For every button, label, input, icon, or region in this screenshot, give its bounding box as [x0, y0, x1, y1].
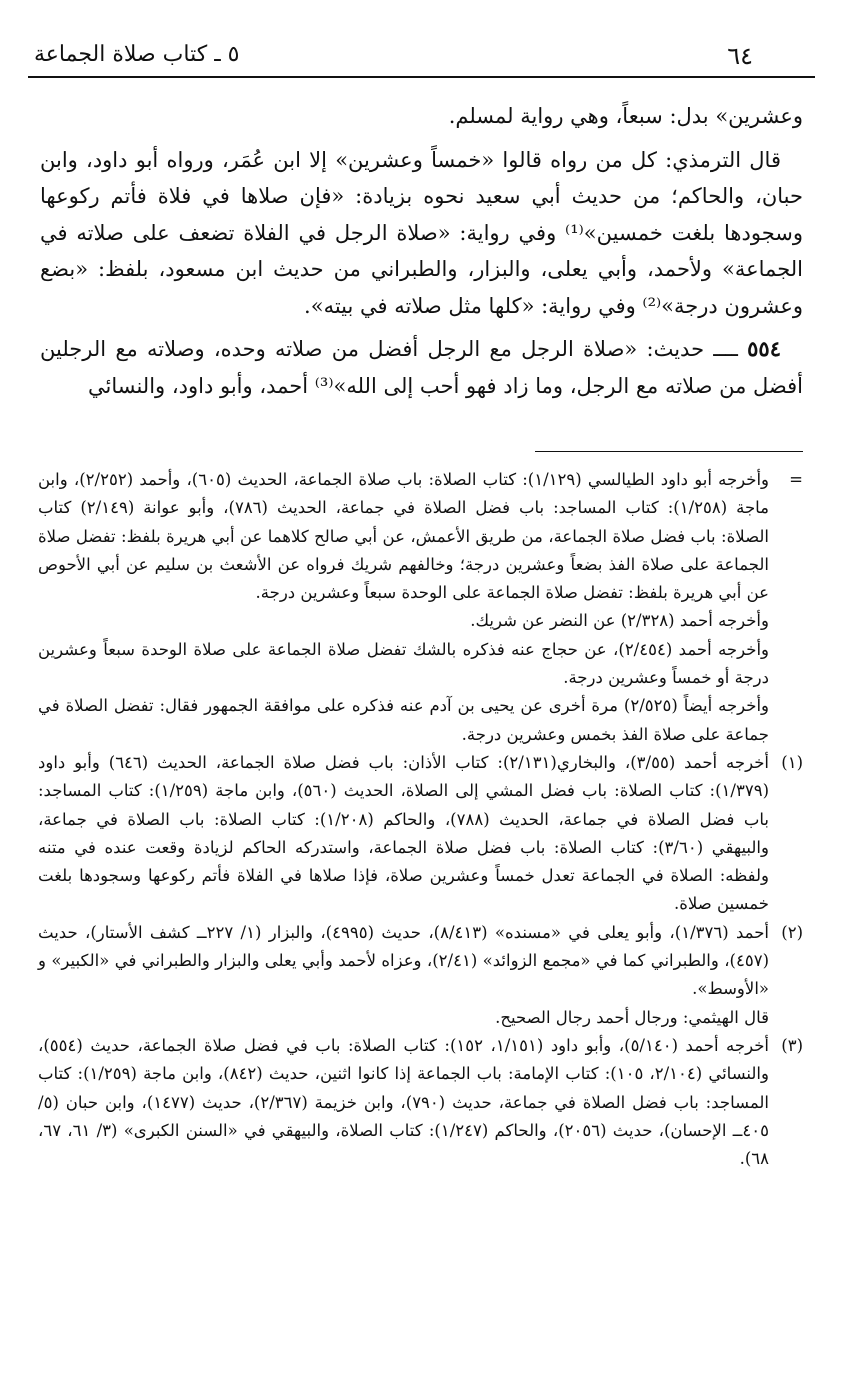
continuation-mark: = — [789, 470, 803, 489]
footnote-mark: (٢) — [781, 922, 803, 942]
footnote-text: وأخرجه أبو داود الطيالسي (١/١٢٩): كتاب الصلاة: باب صلاة الجماعة، الحديث (٦٠٥)، وأحمد (٢/٢٥٢)، وابن ماجة (١/٢٥٨): كتاب المساجد: باب فضل الصلاة في جماعة، الحديث (٧٨٦)، وأبو عوانة (٢/١٤٩) كتاب الصلاة: باب فضل صلاة الجماعة، من طريق الأعمش، عن أبي صالح كلاهما عن أبي هريرة بلفظ: تفضل صلاة الجماعة على صلاة الفذ بضعاً وعشرين درجة؛ وخالفهم شريك فرواه عن الأشعث بن سليم عن أبي الأحوص عن أبي هريرة بلفظ: تفضل صلاة الجماعة على الوحدة سبعاً وعشرين درجة. — [38, 470, 770, 603]
main-paragraph: وعشرين» بدل: سبعاً، وهي رواية لمسلم. — [448, 104, 803, 128]
page-number: ٦٤ — [727, 42, 753, 70]
hadith-number: ٥٥٤ — [747, 336, 781, 361]
header-rule — [28, 76, 815, 78]
hadith-text: ــــ حديث: «صلاة الرجل مع الرجل أفضل من صلاته وحده، وصلاته مع الرجلين أفضل من صلاته مع الرجل، وما زاد فهو أحب إلى الله»⁽³⁾ أحمد، وأبو داود، والنسائي — [40, 337, 803, 398]
footnote-1 — [38, 749, 803, 919]
footnote-continuation — [38, 466, 803, 607]
footnote-line: قال الهيثمي: ورجال أحمد رجال الصحيح. — [495, 1007, 769, 1027]
footnote-line: وأخرجه أحمد (٢/٤٥٤)، عن حجاج عنه فذكره بالشك تفضل صلاة الجماعة على صلاة الوحدة سبعاً وعشرين درجة أو خمساً وعشرين درجة. — [38, 639, 769, 688]
footnote-text: أحمد (١/٣٧٦)، وأبو يعلى في «مسنده» (٨/٤١٣)، حديث (٤٩٩٥)، والبزار (١/ ٢٢٧ــ كشف الأستار)، حديث (٤٥٧)، والطبراني كما في «مجمع الزوائد» (٢/٤١)، وعزاه لأحمد وأبي يعلى والبزار والطبراني في «الكبير» و «الأوسط». — [38, 922, 770, 999]
page-header — [28, 36, 815, 76]
footnotes — [38, 466, 803, 1173]
hadith-paragraph — [40, 331, 803, 404]
footnote-2 — [38, 919, 803, 1004]
footnote-line: وأخرجه أيضاً (٢/٥٢٥) مرة أخرى عن يحيى بن آدم عنه فذكره على موافقة الجمهور فقال: تفضل الصلاة في جماعة على صلاة الفذ بخمس وعشرين درجة. — [38, 696, 770, 744]
footnote-text: أخرجه أحمد (٣/٥٥)، والبخاري(٢/١٣١): كتاب الأذان: باب فضل صلاة الجماعة، الحديث (٦٤٦) وأبو داود (١/٣٧٩): كتاب الصلاة: باب فضل المشي إلى الصلاة، الحديث (٥٦٠)، وابن ماجة (١/٢٥٩): كتاب المساجد: باب فضل الصلاة في جماعة، الحديث (٧٨٨)، والحاكم (١/٢٠٨): كتاب الصلاة: باب الصلاة في جماعة، والبيهقي (٣/٦٠): كتاب الصلاة: باب فضل صلاة الجماعة، واستدركه الحاكم لزيادة وقعت عنده في متنه ولفظه: الصلاة في الجماعة تعدل خمساً وعشرين صلاة، فإذا صلاها في الفلاة فأتم ركوعها وسجودها بلغت خمسين صلاة. — [38, 752, 770, 914]
footnote-mark: (٣) — [781, 1035, 803, 1055]
main-text — [40, 98, 803, 411]
footnote-text: أخرجه أحمد (٥/١٤٠)، وأبو داود (١/١٥١، ١٥٢): كتاب الصلاة: باب في فضل صلاة الجماعة، حديث (٥٥٤)، والنسائي (٢/١٠٤، ١٠٥): كتاب الإمامة: باب الجماعة إذا كانوا اثنين، حديث (٨٤٢)، وابن ماجة (١/٢٥٩): كتاب المساجد: باب فضل الصلاة في جماعة، حديث (٧٩٠)، وابن خزيمة (٢/٣٦٧)، حديث (١٤٧٧)، وابن حبان (٥/ ٤٠٥ــ الإحسان)، حديث (٢٠٥٦)، والحاكم (١/٢٤٧): كتاب الصلاة، والبيهقي في «السنن الكبرى» (٣/ ٦١، ٦٧، ٦٨). — [38, 1035, 769, 1169]
footnote-mark: (١) — [781, 752, 803, 772]
footnote-separator — [535, 451, 803, 452]
footnote-3 — [38, 1032, 803, 1173]
footnote-line: وأخرجه أحمد (٢/٣٢٨) عن النضر عن شريك. — [470, 611, 769, 631]
chapter-title: ٥ ـ كتاب صلاة الجماعة — [34, 42, 240, 67]
main-paragraph: قال الترمذي: كل من رواه قالوا «خمساً وعشرين» إلا ابن عُمَر، ورواه أبو داود، وابن حبان، والحاكم؛ من حديث أبي سعيد نحوه بزيادة: «فإن صلاها في فلاة فأتم ركوعها وسجودها بلغت خمسين»⁽¹⁾ وفي رواية: «صلاة الرجل في الفلاة تضعف على صلاته في الجماعة» ولأحمد، وأبي يعلى، والبزار، والطبراني من حديث ابن مسعود، بلفظ: «بضع وعشرون درجة»⁽²⁾ وفي رواية: «كلها مثل صلاته في بيته». — [40, 147, 803, 318]
